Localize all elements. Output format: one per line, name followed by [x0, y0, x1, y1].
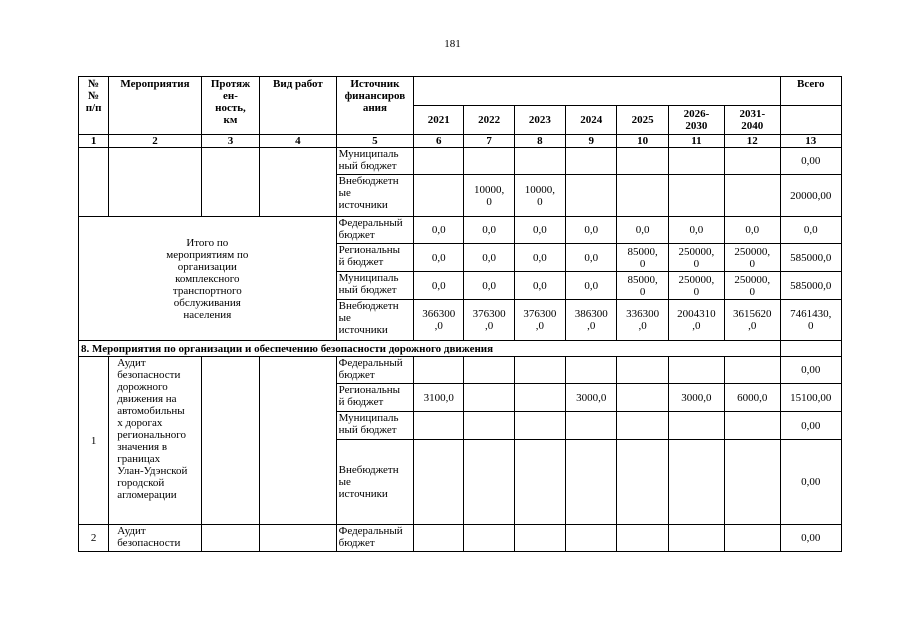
- source-federal: Федеральный бюджет: [336, 217, 413, 244]
- total-cell: 0,00: [780, 148, 841, 175]
- item-index: 2: [79, 525, 109, 552]
- header-years-span: [414, 77, 780, 106]
- header-year: 2023: [514, 106, 565, 135]
- source-federal: Федеральный бюджет: [336, 525, 413, 552]
- header-measures: Мероприятия: [109, 77, 202, 135]
- table-row: [79, 217, 842, 244]
- item-index: 1: [79, 357, 109, 525]
- header-year: 2021: [414, 106, 464, 135]
- measure-name: Аудит безопасности: [109, 525, 202, 552]
- section-title: 8. Мероприятия по организации и обеспечению безопасности дорожного движения: [79, 341, 781, 357]
- total-cell: 585000,0: [780, 244, 841, 272]
- value-cell: 0,0: [514, 272, 565, 300]
- value-cell: 2004310 ,0: [668, 300, 724, 341]
- source-extra: Внебюджетн ые источники: [336, 440, 413, 525]
- column-number: 13: [780, 135, 841, 148]
- value-cell: 250000, 0: [725, 244, 780, 272]
- value-cell: 0,0: [566, 217, 617, 244]
- source-federal: Федеральный бюджет: [336, 357, 413, 384]
- column-number: 4: [260, 135, 336, 148]
- header-year: 2026- 2030: [668, 106, 724, 135]
- header-year: 2031- 2040: [725, 106, 780, 135]
- column-number: 1: [79, 135, 109, 148]
- total-cell: 15100,00: [780, 384, 841, 412]
- value-cell: 0,0: [414, 217, 464, 244]
- source-municipal: Муниципаль ный бюджет: [336, 272, 413, 300]
- source-extra: Внебюджетн ые источники: [336, 300, 413, 341]
- value-cell: 376300 ,0: [514, 300, 565, 341]
- cell-empty: [260, 148, 336, 217]
- header-year: 2022: [464, 106, 514, 135]
- value-cell: 85000, 0: [617, 272, 668, 300]
- value-cell: 0,0: [464, 217, 514, 244]
- column-number: 9: [566, 135, 617, 148]
- value-cell: 3000,0: [668, 384, 724, 412]
- value-cell: 336300 ,0: [617, 300, 668, 341]
- table-row: [79, 148, 842, 175]
- financing-table: [78, 76, 842, 552]
- column-number: 6: [414, 135, 464, 148]
- value-cell: 386300 ,0: [566, 300, 617, 341]
- header-total: Всего: [780, 77, 841, 106]
- value-cell: 3615620 ,0: [725, 300, 780, 341]
- value-cell: 0,0: [725, 217, 780, 244]
- column-number: 5: [336, 135, 413, 148]
- value-cell: 0,0: [414, 244, 464, 272]
- value-cell: 10000, 0: [464, 175, 514, 217]
- table-row: [79, 525, 842, 552]
- cell-empty: [201, 357, 259, 525]
- column-number: 11: [668, 135, 724, 148]
- value-cell: 250000, 0: [725, 272, 780, 300]
- value-cell: 0,0: [668, 217, 724, 244]
- section-row: [79, 341, 842, 357]
- total-cell: 20000,00: [780, 175, 841, 217]
- cell-empty: [79, 148, 109, 217]
- header-length: Протяж ен- ность, км: [201, 77, 259, 135]
- cell-empty: [201, 148, 259, 217]
- source-regional: Региональны й бюджет: [336, 384, 413, 412]
- total-cell: 585000,0: [780, 272, 841, 300]
- header-total-empty: [780, 106, 841, 135]
- measure-name: Аудит безопасности дорожного движения на автомобильны х дорогах регионального значения в границах Улан-Удэнской городской агломерации: [109, 357, 202, 525]
- total-cell: 0,0: [780, 217, 841, 244]
- total-cell: 0,00: [780, 412, 841, 440]
- value-cell: 0,0: [514, 244, 565, 272]
- column-number: 2: [109, 135, 202, 148]
- value-cell: 250000, 0: [668, 244, 724, 272]
- page-number: 181: [444, 38, 461, 50]
- source-regional: Региональны й бюджет: [336, 244, 413, 272]
- column-number: 10: [617, 135, 668, 148]
- header-source: Источник финансиров ания: [336, 77, 413, 135]
- source-municipal: Муниципаль ный бюджет: [336, 412, 413, 440]
- value-cell: 376300 ,0: [464, 300, 514, 341]
- value-cell: 3100,0: [414, 384, 464, 412]
- column-number: 12: [725, 135, 780, 148]
- table-row: [79, 357, 842, 384]
- value-cell: 3000,0: [566, 384, 617, 412]
- cell-empty: [780, 341, 841, 357]
- header-year: 2025: [617, 106, 668, 135]
- value-cell: 6000,0: [725, 384, 780, 412]
- source-municipal: Муниципаль ный бюджет: [336, 148, 413, 175]
- cell-empty: [260, 357, 336, 525]
- value-cell: 10000, 0: [514, 175, 565, 217]
- total-cell: 0,00: [780, 357, 841, 384]
- column-number: 7: [464, 135, 514, 148]
- value-cell: 85000, 0: [617, 244, 668, 272]
- itogo-label: Итого по мероприятиям по организации комплексного транспортного обслуживания населения: [79, 217, 337, 341]
- header-num: № № п/п: [79, 77, 109, 135]
- value-cell: 0,0: [617, 217, 668, 244]
- cell-empty: [109, 148, 202, 217]
- column-number: 3: [201, 135, 259, 148]
- header-year: 2024: [566, 106, 617, 135]
- total-cell: 0,00: [780, 440, 841, 525]
- total-cell: 0,00: [780, 525, 841, 552]
- value-cell: 0,0: [566, 272, 617, 300]
- header-work-type: Вид работ: [260, 77, 336, 135]
- value-cell: 0,0: [566, 244, 617, 272]
- source-extra: Внебюджетн ые источники: [336, 175, 413, 217]
- value-cell: 366300 ,0: [414, 300, 464, 341]
- value-cell: 0,0: [514, 217, 565, 244]
- total-cell: 7461430, 0: [780, 300, 841, 341]
- value-cell: 250000, 0: [668, 272, 724, 300]
- value-cell: 0,0: [414, 272, 464, 300]
- value-cell: 0,0: [464, 272, 514, 300]
- value-cell: 0,0: [464, 244, 514, 272]
- column-number: 8: [514, 135, 565, 148]
